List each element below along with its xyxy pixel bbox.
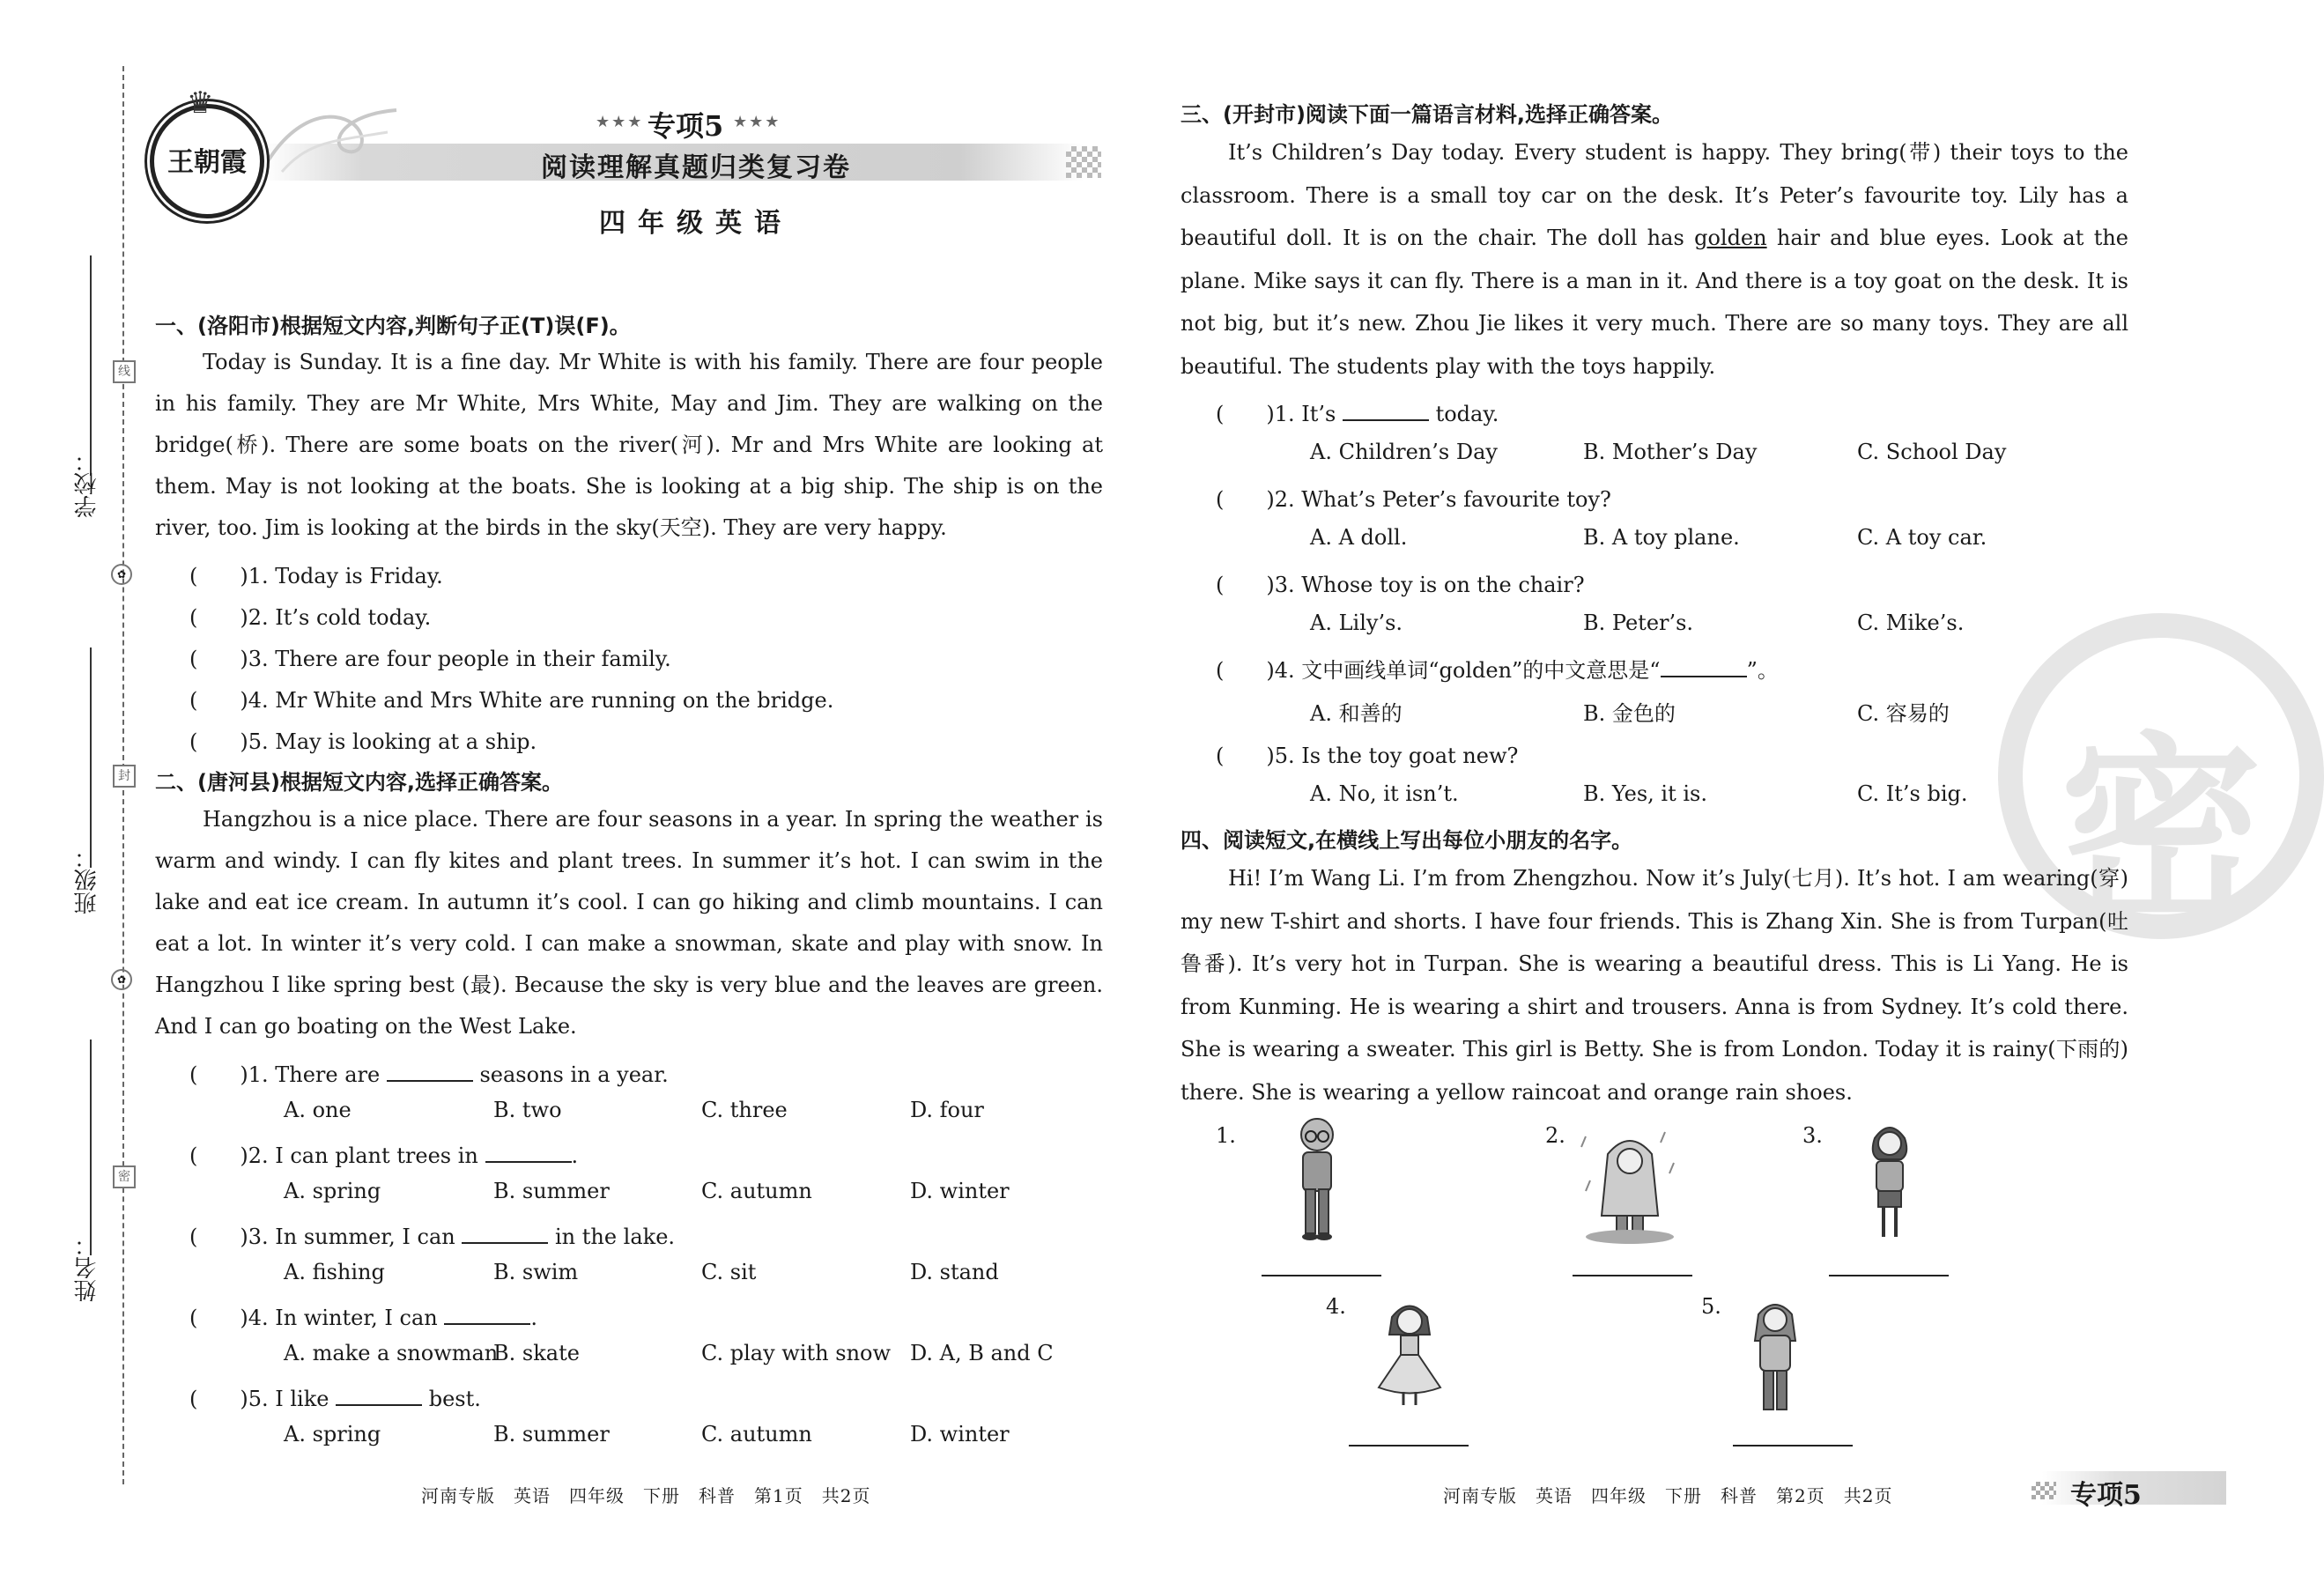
section2-passage: Hangzhou is a nice place. There are four seasons in a year. In spring the weather is warm and windy. I can fly kites and plant trees. In summer it’s hot. I can swim in the lake and eat ice cream. In autumn it’s cool. I can go hiking and climb mountains. I can eat a lot. In winter it’s very cold. I can make a snowman, skate and play with snow. In Hangzhou I like spring best (最). Because the sky is very blue and the leaves are green. And I can go boating on the West Lake. <box>155 807 1103 1039</box>
picture-1-number: 1. <box>1216 1123 1236 1148</box>
name-label: 姓名： <box>74 1233 100 1302</box>
s2-q3-option-d: D. stand <box>910 1260 999 1284</box>
section3-heading: 三、(开封市)阅读下面一篇语言材料,选择正确答案。 <box>1181 102 1674 127</box>
picture-3-answer-line[interactable] <box>1829 1275 1949 1276</box>
boy-with-glasses-icon <box>1282 1112 1352 1244</box>
s2-q2-option-a: A. spring <box>284 1179 381 1203</box>
s2-q1-option-a: A. one <box>284 1098 352 1122</box>
s2-question-4 <box>189 1300 537 1331</box>
section3-passage-b: hair and blue eyes. Look at the plane. Mike says it can fly. There is a man in it. And there is a toy goat on the desk. It is not big, but it’s new. Zhou Jie likes it very much. There are so many toys. They are all beautiful. The students play with the toys happily. <box>1181 226 2128 379</box>
s3-q4-pre: ( )4. 文中画线单词“golden”的中文意思是“ <box>1216 658 1661 683</box>
s3-question-5: ( )5. Is the toy goat new? <box>1216 744 1519 768</box>
s3-question-1 <box>1216 396 1499 427</box>
section2-heading: 二、(唐河县)根据短文内容,选择正确答案。 <box>155 770 564 795</box>
s3-q1-post: today. <box>1428 402 1499 426</box>
s2-question-3 <box>189 1219 675 1250</box>
s2-q1-blank[interactable] <box>387 1062 473 1082</box>
s3-q1-pre: ( )1. It’s <box>1216 402 1343 426</box>
binding-mark-secret: 密 <box>113 1165 136 1188</box>
s2-q3-option-b: B. swim <box>493 1260 579 1284</box>
picture-3-number: 3. <box>1802 1123 1823 1148</box>
footer-right: 河南专版 英语 四年级 下册 科普 第2页 共2页 <box>1443 1485 1893 1506</box>
s3-q2-option-a: A. A doll. <box>1310 525 1408 550</box>
s2-q3-pre: ( )3. In summer, I can <box>189 1225 463 1249</box>
s3-q3-option-c: C. Mike’s. <box>1857 610 1965 635</box>
s3-q4-option-b: B. 金色的 <box>1583 701 1676 726</box>
s2-q3-option-a: A. fishing <box>284 1260 385 1284</box>
binding-mark-line: 线 <box>113 360 136 383</box>
s2-q5-option-d: D. winter <box>910 1422 1010 1447</box>
s2-q4-post: . <box>530 1306 538 1330</box>
s3-question-3: ( )3. Whose toy is on the chair? <box>1216 573 1585 597</box>
s2-q1-pre: ( )1. There are <box>189 1062 387 1087</box>
class-line[interactable] <box>90 647 92 868</box>
s2-q5-post: best. <box>422 1387 481 1411</box>
watermark-text: 密 <box>2059 716 2262 951</box>
s3-q4-option-a: A. 和善的 <box>1310 701 1403 726</box>
s2-q5-option-c: C. autumn <box>701 1422 812 1447</box>
s2-q4-blank[interactable] <box>444 1306 530 1325</box>
picture-4-number: 4. <box>1326 1294 1346 1319</box>
series-stars-right-icon: ★★★ <box>733 113 781 131</box>
s2-q2-blank[interactable] <box>485 1143 572 1163</box>
ribbon-swirl-icon <box>247 88 405 194</box>
section4-heading: 四、阅读短文,在横线上写出每位小朋友的名字。 <box>1181 828 1633 853</box>
s3-question-2: ( )2. What’s Peter’s favourite toy? <box>1216 487 1611 512</box>
s3-q1-option-a: A. Children’s Day <box>1310 440 1498 464</box>
s2-q5-option-a: A. spring <box>284 1422 381 1447</box>
s3-q4-post: ”。 <box>1746 658 1779 683</box>
s2-q1-option-d: D. four <box>910 1098 984 1122</box>
section3-underlined-word: golden <box>1694 226 1767 250</box>
girl-in-raincoat-icon <box>1577 1128 1683 1247</box>
header-checker-pattern <box>1066 146 1101 178</box>
picture-5-answer-line[interactable] <box>1733 1445 1853 1447</box>
paper-title: 阅读理解真题归类复习卷 <box>541 152 851 183</box>
s2-q4-option-a: A. make a snowman <box>284 1341 499 1365</box>
girl-in-tshirt-icon <box>1859 1119 1921 1247</box>
s2-q4-option-b: B. skate <box>493 1341 580 1365</box>
s2-q2-option-c: C. autumn <box>701 1179 812 1203</box>
picture-2-answer-line[interactable] <box>1573 1275 1692 1276</box>
series-stars-left-icon: ★★★ <box>596 113 644 131</box>
s2-q2-pre: ( )2. I can plant trees in <box>189 1143 485 1168</box>
s2-question-5 <box>189 1381 481 1412</box>
s2-q1-option-b: B. two <box>493 1098 562 1122</box>
s2-q3-post: in the lake. <box>548 1225 676 1249</box>
s3-q4-blank[interactable] <box>1661 658 1747 677</box>
binding-ornament-2: ✿ <box>111 969 132 990</box>
s2-q5-blank[interactable] <box>336 1387 422 1406</box>
binding-mark-seal: 封 <box>113 765 136 788</box>
section3-passage <box>1181 131 2128 388</box>
s3-question-4 <box>1216 653 1779 684</box>
s3-q3-option-b: B. Peter’s. <box>1583 610 1694 635</box>
logo-text: 王朝霞 <box>167 147 247 178</box>
footer-badge-label: 专项5 <box>2070 1480 2142 1511</box>
picture-1-answer-line[interactable] <box>1262 1275 1381 1276</box>
s1-question-2: ( )2. It’s cold today. <box>189 605 432 630</box>
s2-question-1 <box>189 1057 669 1088</box>
s2-q3-blank[interactable] <box>462 1225 548 1244</box>
s3-q1-blank[interactable] <box>1343 402 1429 421</box>
footer-left: 河南专版 英语 四年级 下册 科普 第1页 共2页 <box>421 1485 871 1506</box>
picture-5-number: 5. <box>1701 1294 1721 1319</box>
girl-in-dress-icon <box>1370 1295 1449 1410</box>
s1-question-4: ( )4. Mr White and Mrs White are running on the bridge. <box>189 688 834 713</box>
paper-subtitle: 四年级英语 <box>599 208 793 239</box>
s2-q1-post: seasons in a year. <box>472 1062 669 1087</box>
s2-q2-option-b: B. summer <box>493 1179 610 1203</box>
girl-in-sweater-icon <box>1744 1297 1806 1420</box>
logo-crown-icon: ♛ <box>187 85 214 121</box>
s1-question-1: ( )1. Today is Friday. <box>189 564 443 588</box>
s3-q5-option-a: A. No, it isn’t. <box>1310 781 1459 806</box>
series-label: 专项5 <box>648 109 724 143</box>
class-label: 班级： <box>74 846 100 914</box>
section1-passage: Today is Sunday. It is a fine day. Mr White is with his family. There are four people in his family. They are Mr White, Mrs White, May and Jim. They are walking on the bridge(桥). There are some boats on the river(河). Mr and Mrs White are looking at them. May is not looking at the boats. She is looking at a big ship. The ship is on the river, too. Jim is looking at the birds in the sky(天空). They are very happy. <box>155 350 1103 540</box>
logo-badge <box>150 104 264 218</box>
picture-2-number: 2. <box>1545 1123 1565 1148</box>
s2-q1-option-c: C. three <box>701 1098 788 1122</box>
s2-q4-option-d: D. A, B and C <box>910 1341 1054 1365</box>
s3-q2-option-b: B. A toy plane. <box>1583 525 1740 550</box>
school-label: 学校： <box>74 449 100 518</box>
section3-passage-a: It’s Children’s Day today. Every student is happy. They bring(带) their toys to the classroom. There is a small toy car on the desk. It’s Peter’s favourite toy. Lily has a beautiful doll. It is on the chair. The doll has <box>1181 140 2128 250</box>
s2-q2-post: . <box>571 1143 579 1168</box>
s3-q2-option-c: C. A toy car. <box>1857 525 1987 550</box>
binding-ornament-1: ✿ <box>111 564 132 585</box>
s2-question-2 <box>189 1138 578 1169</box>
s3-q5-option-b: B. Yes, it is. <box>1583 781 1707 806</box>
footer-badge-squares <box>2032 1482 2056 1499</box>
s3-q3-option-a: A. Lily’s. <box>1310 610 1403 635</box>
s2-q4-option-c: C. play with snow <box>701 1341 892 1365</box>
name-line[interactable] <box>90 1040 92 1255</box>
school-line[interactable] <box>90 255 92 476</box>
s2-q3-option-c: C. sit <box>701 1260 757 1284</box>
section4-passage: Hi! I’m Wang Li. I’m from Zhengzhou. Now it’s July(七月). It’s hot. I am wearing(穿) my new T-shirt and shorts. I have four friends. This is Zhang Xin. She is from Turpan(吐鲁番). It’s very hot in Turpan. She is wearing a beautiful dress. This is Li Yang. He is from Kunming. He is wearing a shirt and trousers. Anna is from Sydney. It’s cold there. She is wearing a sweater. This girl is Betty. She is from London. Today it is rainy(下雨的) there. She is wearing a yellow raincoat and orange rain shoes. <box>1181 866 2128 1105</box>
s3-q1-option-b: B. Mother’s Day <box>1583 440 1758 464</box>
s3-q1-option-c: C. School Day <box>1857 440 2007 464</box>
s1-question-3: ( )3. There are four people in their family. <box>189 647 671 671</box>
picture-4-answer-line[interactable] <box>1349 1445 1469 1447</box>
s3-q4-option-c: C. 容易的 <box>1857 701 1950 726</box>
s2-q5-pre: ( )5. I like <box>189 1387 337 1411</box>
s2-q2-option-d: D. winter <box>910 1179 1010 1203</box>
section1-heading: 一、(洛阳市)根据短文内容,判断句子正(T)误(F)。 <box>155 314 631 338</box>
s1-question-5: ( )5. May is looking at a ship. <box>189 729 537 754</box>
s3-q5-option-c: C. It’s big. <box>1857 781 1968 806</box>
s2-q4-pre: ( )4. In winter, I can <box>189 1306 445 1330</box>
s2-q5-option-b: B. summer <box>493 1422 610 1447</box>
